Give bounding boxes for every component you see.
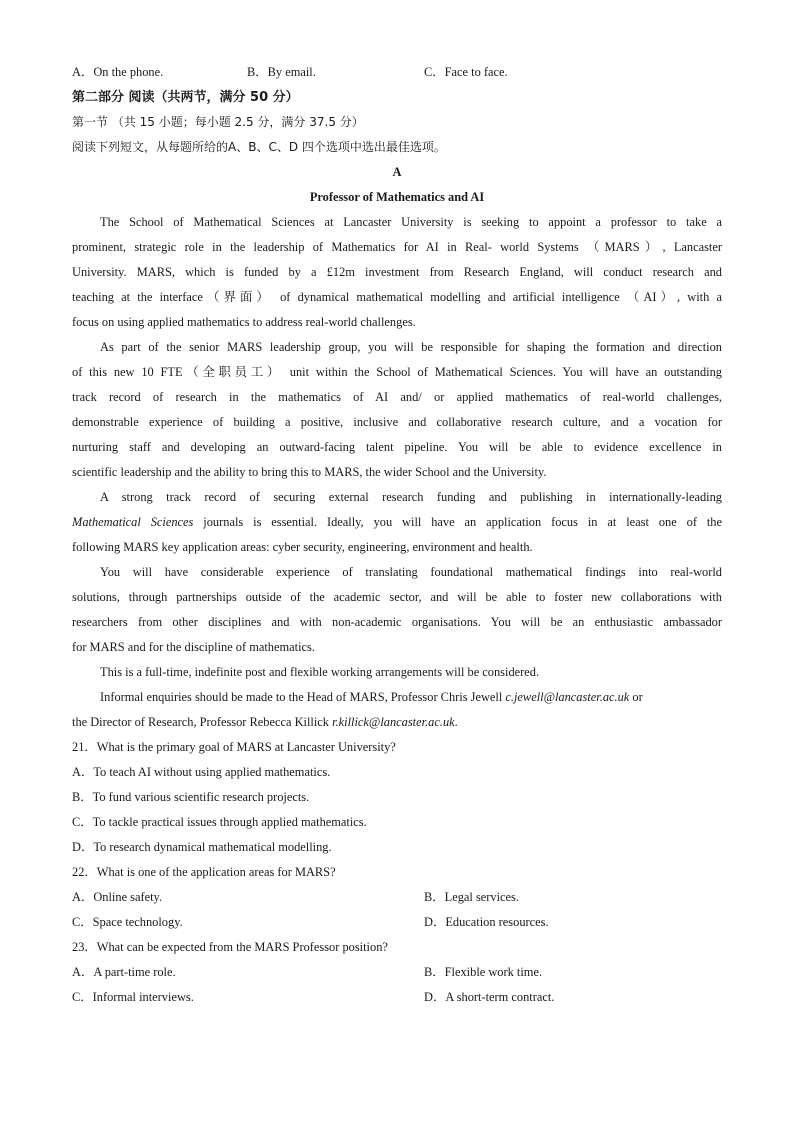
part2-title: 第二部分 阅读（共两节，满分 50 分） [72, 90, 299, 105]
paragraph-line: The School of Mathematical Sciences at Lancaster University is seeking to appoint a professor to take a [100, 215, 722, 229]
passage-paragraph-2 [72, 335, 722, 485]
prev-option-b: B．By email. [247, 65, 316, 79]
paragraph-line: teaching at the interface（界面） of dynamical mathematical modelling and artificial intelligence （AI）, with a [72, 290, 722, 304]
passage-paragraph-6 [72, 685, 722, 735]
paragraph-line [72, 710, 722, 735]
option-a: A．A part-time role. [72, 965, 176, 979]
paragraph-line: solutions, through partnerships outside of the academic sector, and will be able to foster new collaborations with [72, 590, 722, 604]
option-b: B．Flexible work time. [424, 965, 543, 979]
passage-paragraph-1 [72, 210, 722, 335]
section1-heading: 第一节 （共 15 小题；每小题 2.5 分，满分 37.5 分） [72, 115, 364, 129]
paragraph-line: As part of the senior MARS leadership group, you will be responsible for shaping the formation and direction [100, 340, 722, 354]
paragraph-line [72, 510, 722, 535]
paragraph-text: journals is essential. Ideally, you will have an application focus in at least one of the [193, 515, 723, 529]
option-c: C．Informal interviews. [72, 990, 194, 1004]
exam-page [72, 60, 722, 1010]
option-a: A．Online safety. [72, 890, 163, 904]
options-row [72, 960, 722, 985]
paragraph-line: prominent, strategic role in the leadership of Mathematics for AI in Real- world Systems （MARS）, Lancaster [72, 240, 722, 254]
journal-name: Mathematical Sciences [72, 515, 194, 529]
paragraph-line: of this new 10 FTE（全职员工） unit within the School of Mathematical Sciences. You will have an outstanding [72, 365, 722, 379]
previous-question-options [72, 60, 722, 85]
paragraph-text: Informal enquiries should be made to the Head of MARS, Professor Chris Jewell [100, 690, 506, 704]
option-d: D．Education resources. [424, 915, 549, 929]
paragraph-line: researchers from other disciplines and with non-academic organisations. You will be an enthusiastic ambassador [72, 615, 722, 629]
option-c: C．To tackle practical issues through applied mathematics. [72, 815, 367, 829]
prev-option-a: A．On the phone. [72, 65, 164, 79]
option-d: D．A short-term contract. [424, 990, 555, 1004]
paragraph-line: You will have considerable experience of translating foundational mathematical findings into real-world [100, 565, 722, 579]
question-stem: 22．What is one of the application areas for MARS? [72, 865, 336, 879]
paragraph-line: scientific leadership and the ability to bring this to MARS, the wider School and the University. [72, 465, 547, 479]
paragraph-line: demonstrable experience of building a positive, inclusive and collaborative research culture, and a vocation for [72, 415, 722, 429]
paragraph-line: following MARS key application areas: cyber security, engineering, environment and health. [72, 540, 533, 554]
option-d: D．To research dynamical mathematical modelling. [72, 840, 332, 854]
paragraph-line: A strong track record of securing external research funding and publishing in internationally-leading [100, 490, 722, 504]
question-21 [72, 735, 722, 860]
passage-paragraph-3 [72, 485, 722, 560]
passage-letter: A [392, 165, 402, 179]
paragraph-line: University. MARS, which is funded by a £12m investment from Research England, will conduct research and [72, 265, 722, 279]
option-b: B．Legal services. [424, 890, 519, 904]
paragraph-line: focus on using applied mathematics to address real-world challenges. [72, 315, 416, 329]
question-22 [72, 860, 722, 935]
paragraph-line: nurturing staff and developing an outward-facing talent pipeline. You will be able to evidence excellence in [72, 440, 722, 454]
passage-title: Professor of Mathematics and AI [309, 190, 485, 204]
prev-option-c: C．Face to face. [424, 65, 508, 79]
paragraph-text: the Director of Research, Professor Rebecca Killick [72, 715, 333, 729]
paragraph-line: track record of research in the mathematics of AI and/ or applied mathematics of real-world challenges, [72, 390, 722, 404]
option-b: B．To fund various scientific research projects. [72, 790, 310, 804]
paragraph-line [72, 685, 722, 710]
email-killick: r.killick@lancaster.ac.uk [332, 715, 455, 729]
email-jewell: c.jewell@lancaster.ac.uk [505, 690, 630, 704]
option-a: A．To teach AI without using applied mathematics. [72, 765, 331, 779]
passage-paragraph-5: This is a full-time, indefinite post and flexible working arrangements will be considered. [100, 665, 540, 679]
options-row [72, 910, 722, 935]
options-row [72, 985, 722, 1010]
option-c: C．Space technology. [72, 915, 183, 929]
question-stem: 23．What can be expected from the MARS Professor position? [72, 940, 388, 954]
paragraph-text: or [629, 690, 643, 704]
options-row [72, 885, 722, 910]
passage-paragraph-4 [72, 560, 722, 660]
paragraph-line: for MARS and for the discipline of mathematics. [72, 640, 315, 654]
reading-instruction: 阅读下列短文，从每题所给的A、B、C、D 四个选项中选出最佳选项。 [72, 140, 446, 154]
question-23 [72, 935, 722, 1010]
paragraph-text: . [454, 715, 458, 729]
question-stem: 21．What is the primary goal of MARS at Lancaster University? [72, 740, 396, 754]
